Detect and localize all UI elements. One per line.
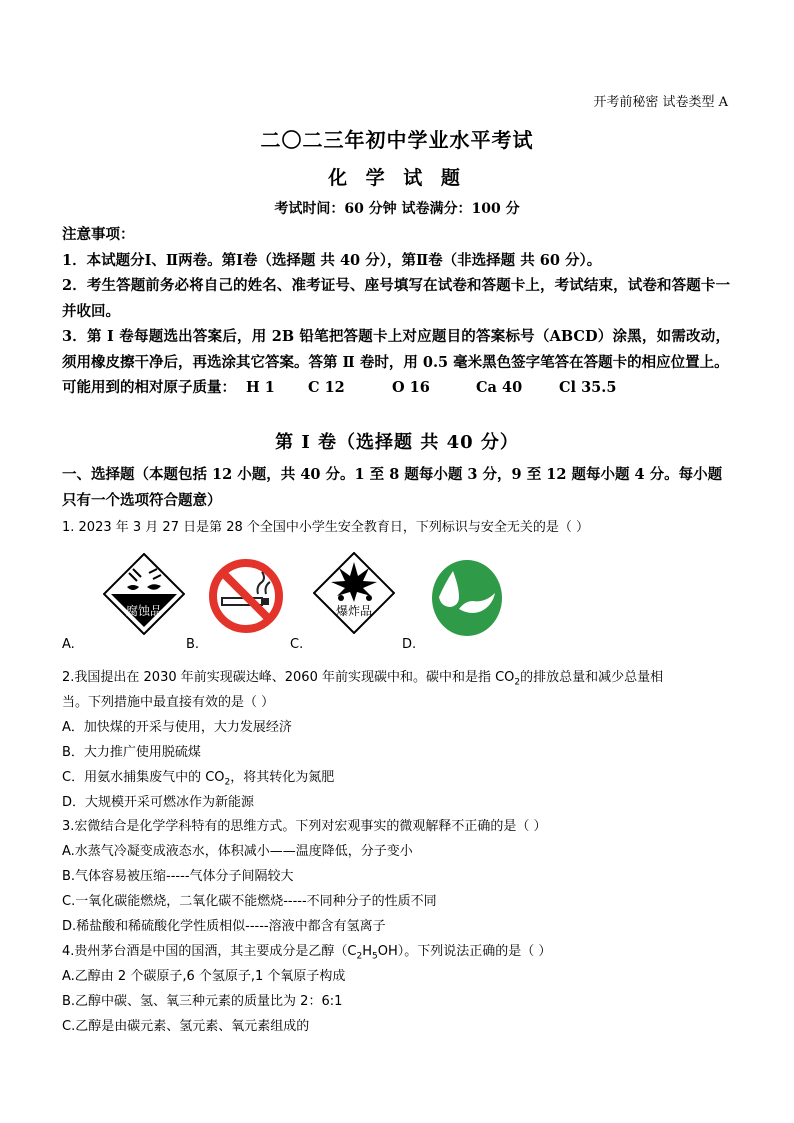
q4-option-c: C.乙醇是由碳元素、氢元素、氧元素组成的 bbox=[62, 1019, 310, 1034]
note-1: 1．本试题分Ⅰ、Ⅱ两卷。第Ⅰ卷（选择题 共 40 分），第Ⅱ卷（非选择题 共 60 分）。 bbox=[62, 251, 602, 269]
atom-o: O 16 bbox=[392, 379, 430, 396]
part1-title: 第 Ⅰ 卷（选择题 共 40 分） bbox=[275, 432, 519, 453]
no-smoking-icon bbox=[208, 558, 284, 634]
exam-info: 考试时间：60 分钟 试卷满分：100 分 bbox=[274, 201, 520, 217]
q2-option-a: A．加快煤的开采与使用，大力发展经济 bbox=[62, 720, 292, 735]
atom-h: H 1 bbox=[246, 379, 275, 396]
note-3: 3．第 Ⅰ 卷每题选出答案后，用 2B 铅笔把答题卡上对应题目的答案标号（ABCD）涂黑，如需改动，须用橡皮擦干净后，再选涂其它答案。答第 Ⅱ 卷时，用 0.5 毫米黑色签字笔答在答题卡的相应位置上。 bbox=[62, 328, 730, 371]
corrosive-sign-text: 腐蚀品 bbox=[125, 604, 163, 618]
q1-label-c: C. bbox=[290, 637, 304, 652]
q1-stem: 1. 2023 年 3 月 27 日是第 28 个全国中小学生安全教育日，下列标识与安全无关的是（ ） bbox=[62, 520, 590, 535]
notes-block bbox=[62, 222, 730, 401]
q3-option-d: D.稀盐酸和稀硫酸化学性质相似-----溶液中都含有氢离子 bbox=[62, 919, 386, 934]
exam-subtitle: 化 学 试 题 bbox=[328, 167, 466, 189]
q2-stem-line1: 2.我国提出在 2030 年前实现碳达峰、2060 年前实现碳中和。碳中和是指 $CO_2$的排放总量和减少总量相 bbox=[62, 670, 664, 688]
note-2: 2．考生答题前务必将自己的姓名、准考证号、座号填写在试卷和答题卡上，考试结束，试卷和答题卡一并收回。 bbox=[62, 277, 730, 320]
water-saving-icon bbox=[429, 557, 505, 639]
atomic-mass-label: 可能用到的相对原子质量： bbox=[62, 379, 236, 396]
atom-cl: Cl 35.5 bbox=[559, 379, 617, 396]
section-instructions: 一、选择题（本题包括 12 小题，共 40 分。1 至 8 题每小题 3 分，9 至 12 题每小题 4 分。每小题只有一个选项符合题意） bbox=[62, 466, 723, 509]
q3-stem: 3.宏微结合是化学学科特有的思维方式。下列对宏观事实的微观解释不正确的是（ ） bbox=[62, 819, 547, 834]
q2-option-d: D．大规模开采可燃冰作为新能源 bbox=[62, 795, 255, 810]
q4-option-a: A.乙醇由 2 个碳原子,6 个氢原子,1 个氧原子构成 bbox=[62, 969, 346, 984]
q3-option-a: A.水蒸气冷凝变成液态水，体积减小——温度降低，分子变小 bbox=[62, 844, 413, 859]
explosive-sign-icon bbox=[313, 552, 395, 634]
q2-option-b: B．大力推广使用脱硫煤 bbox=[62, 745, 201, 760]
explosive-sign-text: 爆炸品 bbox=[335, 604, 373, 618]
atom-c: C 12 bbox=[308, 379, 345, 396]
q4-option-b: B.乙醇中碳、氢、氧三种元素的质量比为 2：6:1 bbox=[62, 994, 343, 1009]
q2-option-c: C．用氨水捕集废气中的 $CO_2$，将其转化为氮肥 bbox=[62, 770, 335, 788]
atomic-mass-row bbox=[62, 375, 730, 401]
q2-stem-line2: 当。下列措施中最直接有效的是（ ） bbox=[62, 695, 275, 710]
notes-heading: 注意事项： bbox=[62, 226, 135, 243]
exam-title: 二〇二三年初中学业水平考试 bbox=[260, 128, 534, 152]
q1-label-b: B. bbox=[186, 637, 200, 652]
corrosive-sign-icon bbox=[103, 553, 185, 635]
q1-label-d: D. bbox=[402, 637, 417, 652]
atom-ca: Ca 40 bbox=[476, 379, 523, 396]
q3-option-c: C.一氧化碳能燃烧，二氧化碳不能燃烧-----不同种分子的性质不同 bbox=[62, 894, 437, 909]
q4-stem: 4.贵州茅台酒是中国的国酒，其主要成分是乙醇$(C_2H_5OH)$。下列说法正确的是（ ） bbox=[62, 944, 552, 962]
q1-label-a: A. bbox=[62, 637, 75, 652]
q3-option-b: B.气体容易被压缩-----气体分子间隔较大 bbox=[62, 869, 294, 884]
confidential-label: 开考前秘密 试卷类型 A bbox=[593, 95, 728, 110]
